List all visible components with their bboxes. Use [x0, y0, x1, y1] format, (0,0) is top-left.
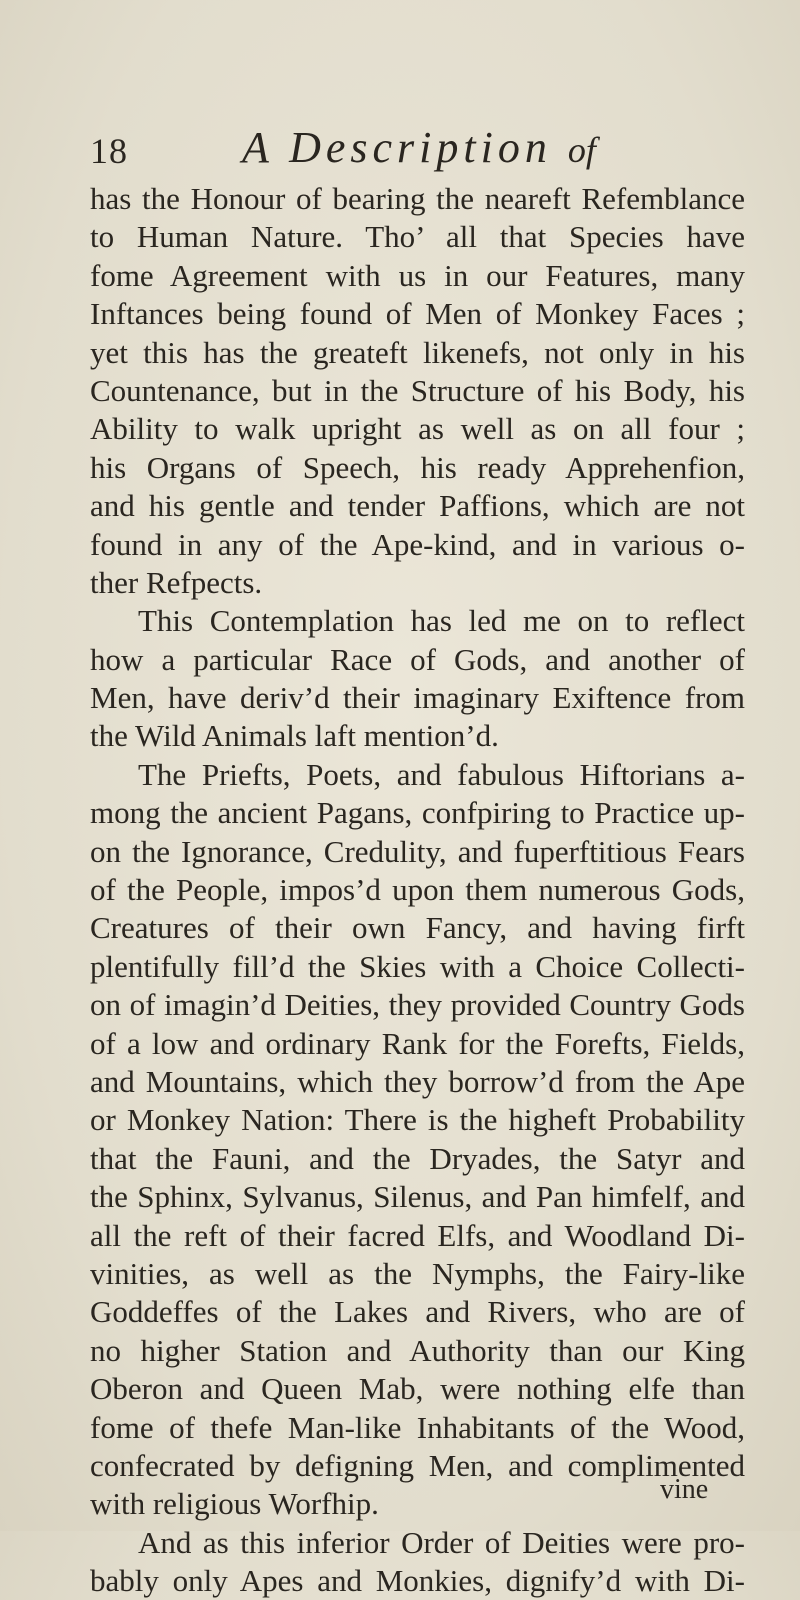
text-line: Creatures of their own Fancy, and having firft: [90, 910, 745, 946]
running-head: [242, 122, 596, 173]
text-line: Goddeffes of the Lakes and Rivers, who are of: [90, 1294, 745, 1330]
text-line: This Contemplation has led me on to reflect: [138, 603, 745, 639]
text-line: his Organs of Speech, his ready Apprehenfion,: [90, 449, 745, 485]
text-line: mong the ancient Pagans, confpiring to Practice up-: [90, 795, 745, 831]
page-number: 18: [90, 131, 128, 171]
running-head-of: of: [567, 130, 596, 170]
text-line: Countenance, but in the Structure of his Body, his: [90, 372, 745, 408]
text-line: found in any of the Ape-kind, and in various o-: [90, 526, 745, 562]
text-line: the Wild Animals laft mention’d.: [90, 718, 499, 754]
text-line: and his gentle and tender Paffions, which are not: [90, 488, 745, 524]
text-line: confecrated by defigning Men, and complimented: [90, 1447, 745, 1483]
text-line: or Monkey Nation: There is the higheft Probability: [90, 1102, 745, 1138]
text-line: The Priefts, Poets, and fabulous Hiftorians a-: [138, 756, 745, 792]
page-header: [90, 120, 730, 180]
text-line: on of imagin’d Deities, they provided Country Gods: [90, 987, 745, 1023]
text-line: plentifully fill’d the Skies with a Choice Collecti-: [90, 948, 745, 984]
text-line: on the Ignorance, Credulity, and fuperftitious Fears: [90, 833, 745, 869]
text-line: that the Fauni, and the Dryades, the Satyr and: [90, 1140, 745, 1176]
body-text: [90, 180, 745, 1600]
text-line: Oberon and Queen Mab, were nothing elfe than: [90, 1371, 745, 1407]
text-line: yet this has the greateft likenefs, not only in his: [90, 334, 745, 370]
text-line: fome of thefe Man-like Inhabitants of the Wood,: [90, 1409, 745, 1445]
text-line: of a low and ordinary Rank for the Forefts, Fields,: [90, 1025, 745, 1061]
text-line: with religious Worfhip.: [90, 1486, 379, 1522]
text-line: all the reft of their facred Elfs, and Woodland Di-: [90, 1217, 745, 1253]
catchword: vine: [660, 1474, 709, 1505]
text-line: no higher Station and Authority than our King: [90, 1332, 745, 1368]
text-line: ther Refpects.: [90, 564, 263, 600]
text-line: and Mountains, which they borrow’d from the Ape: [90, 1063, 745, 1099]
text-line: the Sphinx, Sylvanus, Silenus, and Pan himfelf, and: [90, 1179, 745, 1215]
text-line: how a particular Race of Gods, and another of: [90, 641, 745, 677]
text-line: bably only Apes and Monkies, dignify’d with Di-: [90, 1563, 745, 1599]
text-line: Ability to walk upright as well as on all four ;: [90, 411, 745, 447]
text-line: has the Honour of bearing the neareft Refemblance: [90, 181, 745, 216]
text-line: fome Agreement with us in our Features, many: [90, 257, 745, 293]
text-line: Men, have deriv’d their imaginary Exiftence from: [90, 680, 745, 716]
text-line: And as this inferior Order of Deities were pro-: [138, 1524, 745, 1560]
text-line: vinities, as well as the Nymphs, the Fairy-like: [90, 1255, 745, 1291]
text-line: of the People, impos’d upon them numerous Gods,: [90, 872, 745, 908]
running-head-title: A Description: [242, 123, 552, 172]
text-line: Inftances being found of Men of Monkey Faces ;: [90, 296, 745, 332]
text-line: to Human Nature. Tho’ all that Species have: [90, 219, 745, 255]
